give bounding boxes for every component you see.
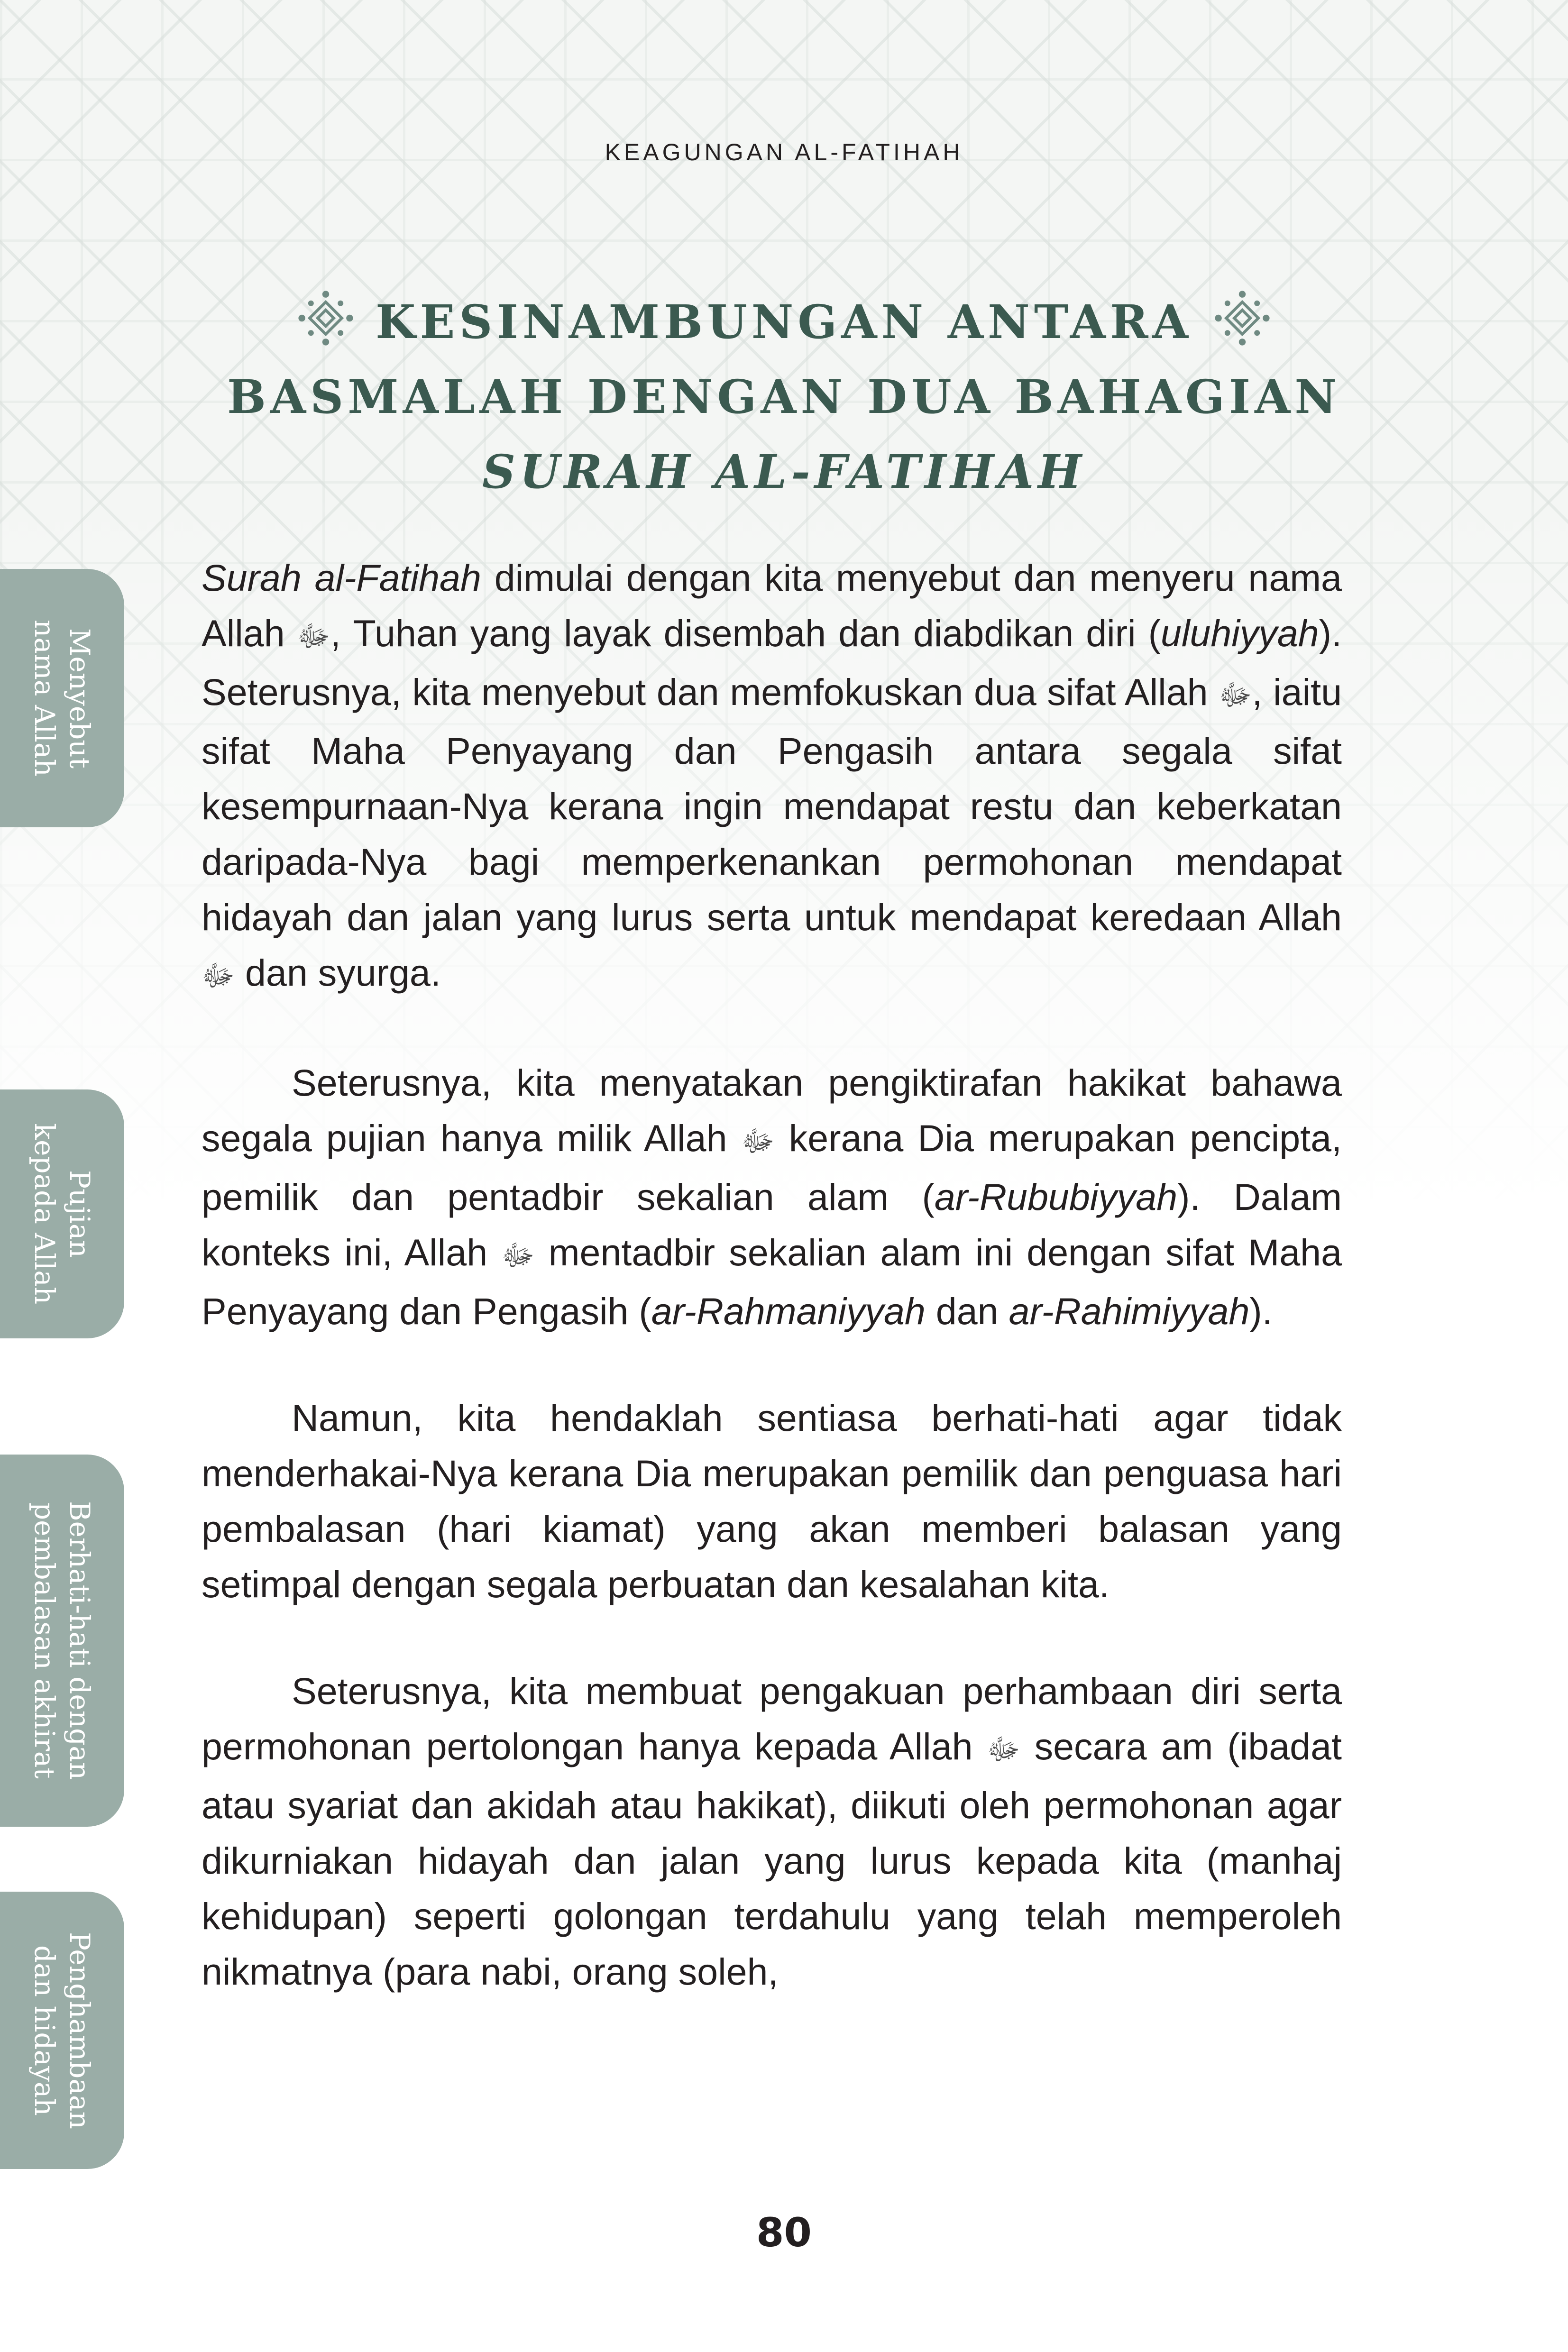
honorific-icon: ﷻ <box>501 1239 535 1272</box>
paragraph-1 <box>202 550 1342 1004</box>
paragraph-3 <box>202 1390 1342 1612</box>
title-line-3: SURAH AL-FATIHAH <box>482 445 1086 499</box>
text-segment: , Tuhan yang layak disembah dan diabdikan diri ( <box>330 612 1161 654</box>
side-tab-label: Penghambaan dan hidayah <box>28 1931 96 2129</box>
text-segment: ). <box>1249 1290 1273 1332</box>
text-segment: Seterusnya, kita membuat pengakuan perhambaan diri serta permohonan pertolongan hanya kepada Allah <box>202 1670 1342 1767</box>
paragraph-4 <box>202 1663 1342 1999</box>
chapter-title <box>180 284 1388 509</box>
text-segment: dan syurga. <box>235 952 441 994</box>
text-segment: dan <box>925 1290 1009 1332</box>
honorific-icon: ﷻ <box>1219 679 1252 712</box>
ornament-icon <box>297 290 354 347</box>
paragraph-2 <box>202 1055 1342 1339</box>
side-tab-pujian-kepada-allah[interactable] <box>0 1089 124 1338</box>
running-head: KEAGUNGAN AL-FATIHAH <box>605 139 963 165</box>
ornament-icon <box>1214 290 1271 347</box>
italic-term: ar-Rahimiyyah <box>1009 1290 1250 1332</box>
side-tab-label: Menyebut nama Allah <box>28 620 96 777</box>
italic-term: Surah al-Fatihah <box>202 557 481 599</box>
body-text <box>202 550 1342 1999</box>
honorific-icon: ﷻ <box>741 1125 775 1158</box>
text-segment: ). Dalam konteks ini, Allah <box>202 1176 1342 1273</box>
title-line-2: BASMALAH DENGAN DUA BAHAGIAN <box>227 370 1341 424</box>
text-segment: Namun, kita hendaklah sentiasa berhati-hati agar tidak menderhakai-Nya kerana Dia merupakan pemilik dan penguasa hari pembalasan (hari kiamat) yang akan memberi balasan yang setimpal dengan segala perbuatan dan kesalahan kita. <box>202 1397 1342 1605</box>
honorific-icon: ﷻ <box>987 1733 1020 1766</box>
italic-term: ar-Rububiyyah <box>934 1176 1178 1218</box>
page-number: 80 <box>756 2209 812 2256</box>
side-tab-label: Berhati-hati dengan pembalasan akhirat <box>28 1501 96 1780</box>
honorific-icon: ﷻ <box>297 620 330 653</box>
italic-term: ar-Rahmaniyyah <box>651 1290 926 1332</box>
italic-term: uluhiyyah <box>1160 612 1319 654</box>
side-tab-berhati-hati[interactable] <box>0 1455 124 1827</box>
text-segment: dimulai dengan kita menyebut dan menyeru nama Allah <box>202 557 1342 654</box>
side-tab-menyebut-nama-allah[interactable] <box>0 569 124 827</box>
side-tab-label: Pujian kepada Allah <box>28 1123 96 1305</box>
text-segment: ). Seterusnya, kita menyebut dan memfokuskan dua sifat Allah <box>202 612 1342 713</box>
text-segment: , iaitu sifat Maha Penyayang dan Pengasih antara segala sifat kesempurnaan-Nya kerana ingin mendapat restu dan keberkatan daripada-Nya bagi memperkenankan permohonan mendapat hidayah dan jalan yang lurus serta untuk mendapat keredaan Allah <box>202 671 1342 938</box>
side-tab-penghambaan-dan-hidayah[interactable] <box>0 1892 124 2169</box>
title-line-1 <box>180 284 1388 359</box>
text-segment: kerana Dia merupakan pencipta, pemilik dan pentadbir sekalian alam ( <box>202 1117 1342 1218</box>
title-line-1-text: KESINAMBUNGAN ANTARA <box>376 295 1192 349</box>
honorific-icon: ﷻ <box>202 960 235 992</box>
text-segment: secara am (ibadat atau syariat dan akidah atau hakikat), diikuti oleh permohonan agar dikurniakan hidayah dan jalan yang lurus kepada kita (manhaj kehidupan) seperti golongan terdahulu yang telah memperoleh nikmatnya (para nabi, orang soleh, <box>202 1725 1342 1993</box>
text-segment: mentadbir sekalian alam ini dengan sifat Maha Penyayang dan Pengasih ( <box>202 1231 1342 1332</box>
text-segment: Seterusnya, kita menyatakan pengiktirafan hakikat bahawa segala pujian hanya milik Allah <box>202 1062 1342 1159</box>
